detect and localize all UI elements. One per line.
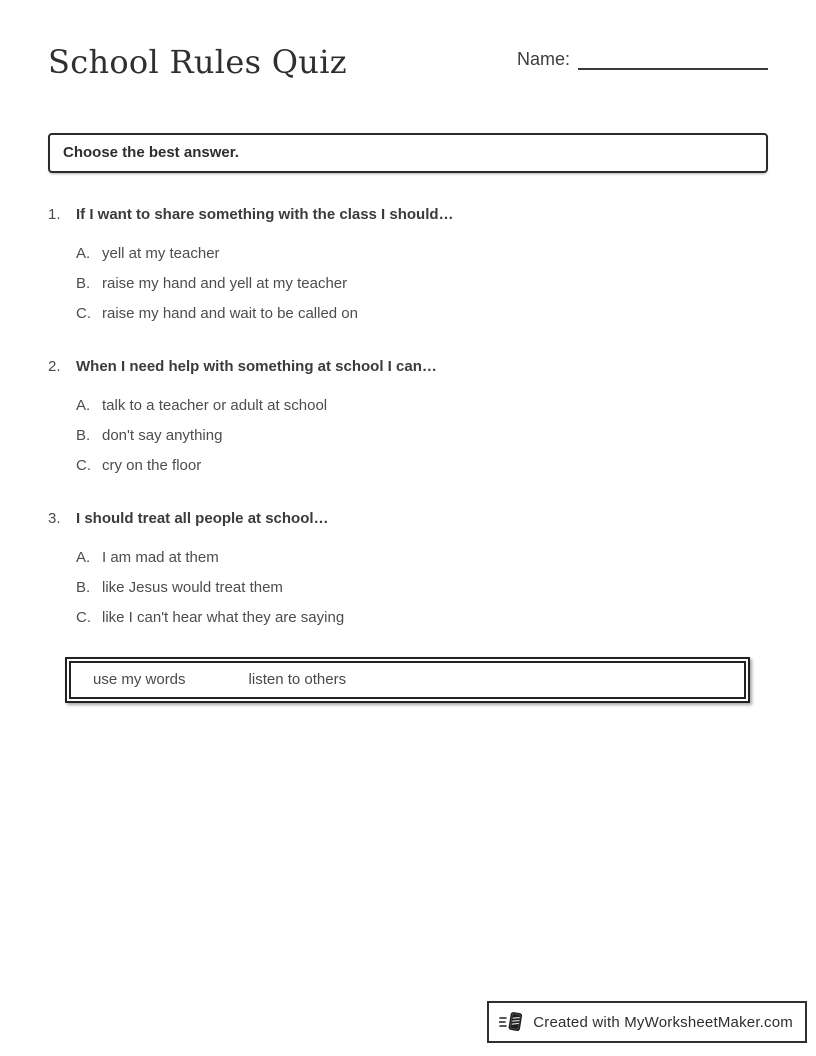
word-bank-item: listen to others	[248, 670, 347, 688]
word-bank-inner	[69, 661, 746, 699]
page-title: School Rules Quiz	[48, 43, 347, 81]
option-row	[76, 397, 768, 415]
option-row	[76, 609, 768, 627]
footer-credit-badge	[487, 1001, 807, 1043]
option-letter: C.	[76, 304, 91, 322]
option-row	[76, 275, 768, 293]
question-list	[0, 205, 816, 627]
option-text: raise my hand and yell at my teacher	[102, 274, 348, 292]
option-row	[76, 549, 768, 567]
option-letter: A.	[76, 548, 91, 566]
option-text: like Jesus would treat them	[102, 578, 283, 596]
word-bank-item: use my words	[93, 670, 186, 688]
question-number: 1.	[48, 205, 61, 223]
option-letter: A.	[76, 244, 91, 262]
worksheet-maker-logo-icon	[499, 1009, 525, 1035]
name-blank-line	[578, 48, 768, 70]
question-number: 3.	[48, 509, 61, 527]
instructions-box	[48, 133, 768, 173]
option-text: I am mad at them	[102, 548, 219, 566]
question-3-heading	[48, 509, 768, 528]
footer-text: Created with MyWorksheetMaker.com	[533, 1013, 793, 1031]
option-text: don't say anything	[102, 426, 223, 444]
question-2-heading	[48, 357, 768, 376]
option-text: talk to a teacher or adult at school	[102, 396, 328, 414]
question-number: 2.	[48, 357, 61, 375]
question-3	[48, 509, 768, 627]
option-letter: C.	[76, 456, 91, 474]
name-label: Name:	[516, 49, 570, 69]
question-1-options	[76, 245, 768, 323]
instructions-text: Choose the best answer.	[63, 143, 239, 161]
option-row	[76, 305, 768, 323]
option-letter: B.	[76, 578, 91, 596]
option-letter: B.	[76, 426, 91, 444]
question-text: If I want to share something with the class I should…	[76, 205, 454, 223]
option-row	[76, 579, 768, 597]
word-bank-box	[65, 657, 750, 703]
name-area	[517, 44, 768, 70]
option-row	[76, 457, 768, 475]
question-2	[48, 357, 768, 475]
worksheet-header	[0, 0, 816, 81]
option-letter: C.	[76, 608, 91, 626]
option-letter: A.	[76, 396, 91, 414]
option-text: like I can't hear what they are saying	[102, 608, 345, 626]
option-text: cry on the floor	[102, 456, 202, 474]
option-text: yell at my teacher	[102, 244, 220, 262]
option-row	[76, 427, 768, 445]
option-row	[76, 245, 768, 263]
option-letter: B.	[76, 274, 91, 292]
question-3-options	[76, 549, 768, 627]
question-text: When I need help with something at school I can…	[76, 357, 437, 375]
question-text: I should treat all people at school…	[76, 509, 329, 527]
option-text: raise my hand and wait to be called on	[102, 304, 358, 322]
question-1	[48, 205, 768, 323]
question-2-options	[76, 397, 768, 475]
question-1-heading	[48, 205, 768, 224]
